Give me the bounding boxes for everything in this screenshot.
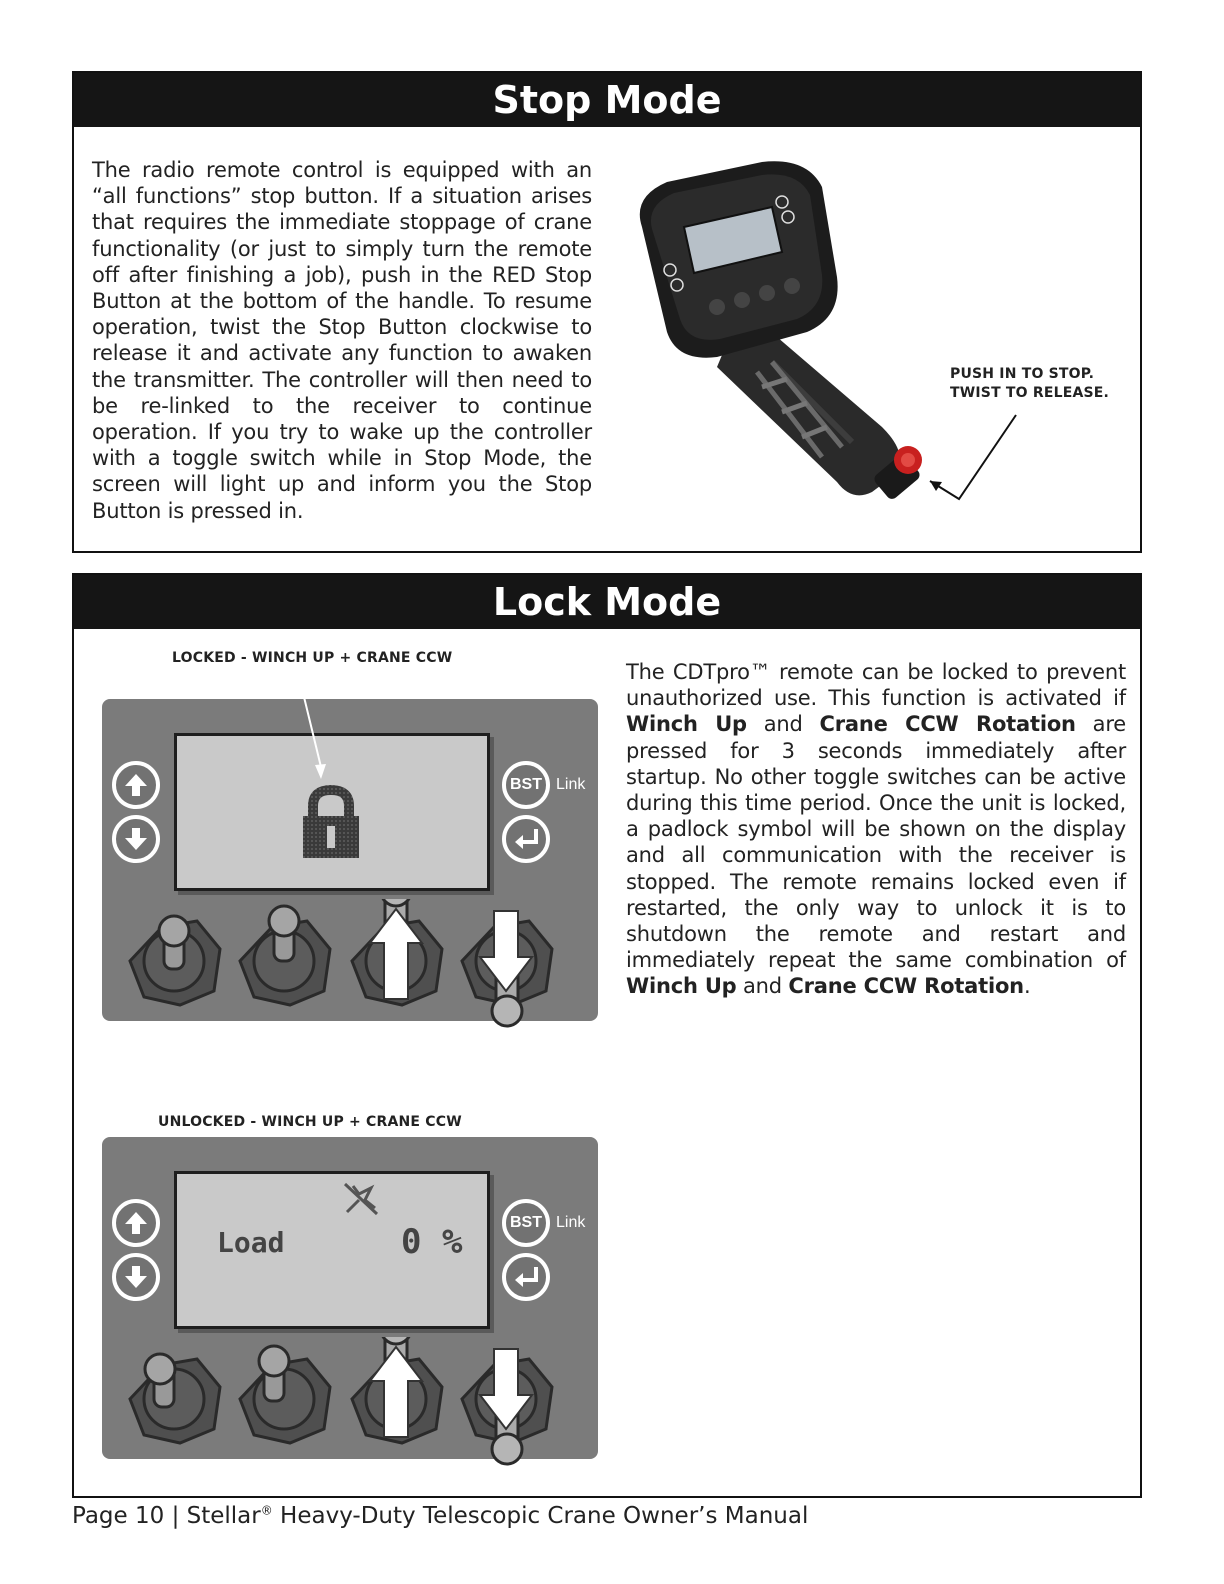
lock-text-crane-ccw: Crane CCW Rotation [819,712,1076,737]
unlocked-remote-panel [102,1137,598,1459]
footer-prefix: Page 10 | Stellar [72,1503,261,1529]
lock-mode-paragraph [626,659,1126,1000]
down-arrow-icon [121,1262,151,1292]
down-arrow-button [112,815,160,863]
lock-text-and-2: and [736,974,789,999]
lcd-load-label: Load [217,1226,285,1259]
enter-arrow-icon [511,1262,541,1292]
up-arrow-icon [121,1208,151,1238]
stop-mode-paragraph: The radio remote control is equipped with an “all functions” stop button. If a situation arises that requires the immediate stoppage of crane functionality (or just to simply turn the remote off after finishing a job), push in the RED Stop Button at the bottom of the handle. To resume operation, twist the Stop Button clockwise to release it and activate any function to awaken the transmitter. The controller will then need to be re-linked to the receiver to continue operation. If you try to wake up the controller with a toggle switch while in Stop Mode, the screen will light up and inform you the Stop Button is pressed in. [92,158,592,523]
enter-button [502,1253,550,1301]
stop-mode-section [72,71,1142,553]
lock-text-part1: The CDTpro™ remote can be locked to prevent unauthorized use. This function is activated if [626,660,1126,711]
toggle-switch-1 [130,1354,220,1443]
unlocked-toggle-switches [122,1337,592,1477]
padlock-icon [299,784,363,862]
lock-text-and: and [746,712,820,737]
stop-mode-title: Stop Mode [74,73,1140,127]
lock-text-part2: are pressed for 3 seconds immediately after startup. No other toggle switches can be active during this time period. Once the unit is locked, a padlock symbol will be shown on the display and all communication with the receiver is stopped. The remote remains locked even if restarted, the only way to unlock it is to shutdown the remote and restart and immediately repeat the same combination of [626,712,1127,973]
up-arrow-button [112,1199,160,1247]
lock-mode-section [72,573,1142,1498]
bst-button [502,761,550,809]
locked-caption-arrow [224,667,334,787]
bst-label: BST [510,776,542,793]
stop-callout-arrow [914,413,1024,508]
lcd-load-value: 0 % [401,1222,463,1262]
locked-toggle-switches [122,899,592,1039]
lock-text-winch-up-2: Winch Up [626,974,737,999]
lock-text-winch-up: Winch Up [626,712,747,737]
locked-caption: LOCKED - WINCH UP + CRANE CCW [172,650,453,666]
unlocked-caption: UNLOCKED - WINCH UP + CRANE CCW [158,1114,462,1130]
no-signal-icon [341,1180,381,1216]
bst-label: BST [510,1214,542,1231]
unlocked-display-screen [174,1171,490,1329]
footer-suffix: Heavy-Duty Telescopic Crane Owner’s Manual [272,1503,809,1529]
up-arrow-button [112,761,160,809]
link-label: Link [556,1214,586,1231]
footer-registered-mark: ® [260,1503,273,1518]
link-label: Link [556,776,586,793]
toggle-switch-1 [130,916,220,1005]
stop-callout [950,365,1109,403]
lock-text-crane-ccw-2: Crane CCW Rotation [788,974,1024,999]
locked-remote-panel [102,699,598,1021]
stop-callout-line-1: PUSH IN TO STOP. [950,366,1095,382]
down-arrow-icon [121,824,151,854]
stop-callout-line-2: TWIST TO RELEASE. [950,385,1110,401]
lock-mode-title: Lock Mode [74,575,1140,629]
toggle-switch-2 [240,1346,330,1443]
down-arrow-button [112,1253,160,1301]
lock-text-end: . [1023,974,1031,999]
up-arrow-icon [121,770,151,800]
toggle-switch-2 [240,906,330,1005]
enter-button [502,815,550,863]
bst-button [502,1199,550,1247]
page-footer [72,1503,808,1529]
enter-arrow-icon [511,824,541,854]
remote-control-photo [622,157,922,507]
